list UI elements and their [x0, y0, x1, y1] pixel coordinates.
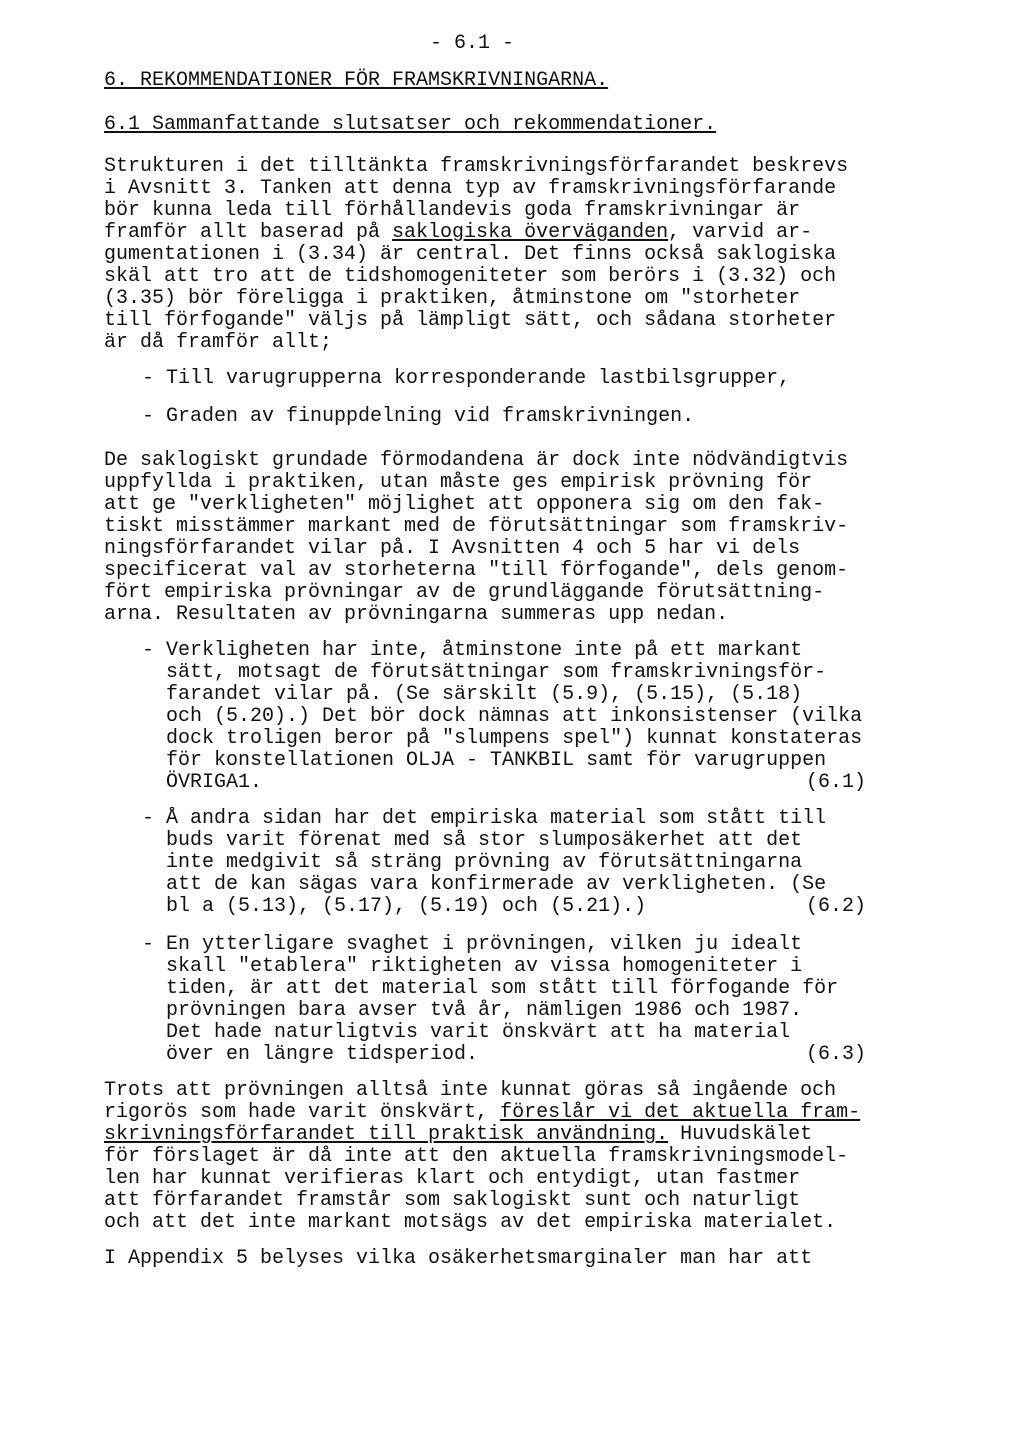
p1-underlined-text: saklogiska överväganden — [392, 221, 669, 244]
p1-line: (3.35) bör föreligga i praktiken, åtminstone om "storheter — [104, 287, 801, 310]
p1-line: i Avsnitt 3. Tanken att denna typ av framskrivningsförfarande — [104, 177, 837, 200]
list-item-line: Det hade naturligtvis varit önskvärt att ha material — [166, 1021, 791, 1044]
list-item-line: för konstellationen OLJA - TANKBIL samt för varugruppen — [166, 749, 827, 772]
p1-line: skäl att tro att de tidshomogeniteter som berörs i (3.32) och — [104, 265, 837, 288]
equation-number: (6.1) — [806, 771, 867, 794]
p1-line — [104, 222, 812, 244]
p1-text: framför allt baserad på — [104, 221, 393, 244]
list-item-line: buds varit förenat med så stor slumposäkerhet att det — [166, 829, 803, 852]
page-number: - 6.1 - — [430, 32, 515, 55]
list-item-line: tiden, är att det material som stått till förfogande för — [166, 977, 839, 1000]
p3-line: och att det inte markant motsägs av det empiriska materialet. — [104, 1211, 837, 1234]
p3-line: att förfarandet framstår som saklogiskt sunt och naturligt — [104, 1189, 801, 1212]
list-item: Graden av finuppdelning vid framskrivningen. — [166, 405, 695, 428]
p2-line: att ge "verkligheten" möjlighet att opponera sig om den fak- — [104, 493, 825, 516]
list-item-line: över en längre tidsperiod. — [166, 1043, 479, 1066]
list-item-line: farandet vilar på. (Se särskilt (5.9), (5.15), (5.18) — [166, 683, 803, 706]
p3-line — [104, 1124, 812, 1146]
list-item-line: Å andra sidan har det empiriska material som stått till — [166, 807, 827, 830]
equation-number: (6.2) — [806, 895, 867, 918]
list-item-line: inte medgivit så sträng prövning av förutsättningarna — [166, 851, 803, 874]
p3-line: Trots att prövningen alltså inte kunnat göras så ingående och — [104, 1079, 837, 1102]
list-item-line: ÖVRIGA1. — [166, 771, 263, 794]
p3-line — [104, 1102, 860, 1124]
list-item-line: dock troligen beror på "slumpens spel") kunnat konstateras — [166, 727, 863, 750]
p3-underlined-text: skrivningsförfarandet till praktisk användning. — [104, 1123, 669, 1146]
bullet-dash: - — [142, 367, 155, 390]
section-heading: 6.1 Sammanfattande slutsatser och rekommendationer. — [104, 113, 717, 136]
p1-line: är då framför allt; — [104, 331, 333, 354]
p2-line: tiskt misstämmer markant med de förutsättningar som framskriv- — [104, 515, 849, 538]
bullet-dash: - — [142, 933, 155, 956]
p3-underlined-text: föreslår vi det aktuella fram- — [500, 1101, 861, 1124]
p3-text: Huvudskälet — [668, 1123, 813, 1146]
p3-text: rigorös som hade varit önskvärt, — [104, 1101, 501, 1124]
p3-line: len har kunnat verifieras klart och entydigt, utan fastmer — [104, 1167, 801, 1190]
list-item: Till varugrupperna korresponderande lastbilsgrupper, — [166, 367, 791, 390]
p1-line: till förfogande" väljs på lämpligt sätt, och sådana storheter — [104, 309, 837, 332]
p1-line: gumentationen i (3.34) är central. Det finns också saklogiska — [104, 243, 837, 266]
list-item-line: skall "etablera" riktigheten av vissa homogeniteter i — [166, 955, 803, 978]
p2-line: uppfyllda i praktiken, utan måste ges empirisk prövning för — [104, 471, 813, 494]
equation-number: (6.3) — [806, 1043, 867, 1066]
list-item-line: bl a (5.13), (5.17), (5.19) och (5.21).) — [166, 895, 647, 918]
list-item-line: och (5.20).) Det bör dock nämnas att inkonsistenser (vilka — [166, 705, 863, 728]
chapter-heading: 6. REKOMMENDATIONER FÖR FRAMSKRIVNINGARNA. — [104, 69, 609, 92]
p2-line: arna. Resultaten av prövningarna summeras upp nedan. — [104, 603, 729, 626]
list-item-line: En ytterligare svaghet i prövningen, vilken ju idealt — [166, 933, 803, 956]
p3-line: för förslaget är då inte att den aktuella framskrivningsmodel- — [104, 1145, 849, 1168]
p2-line: ningsförfarandet vilar på. I Avsnitten 4 och 5 har vi dels — [104, 537, 801, 560]
bullet-dash: - — [142, 639, 155, 662]
p2-line: specificerat val av storheterna "till förfogande", dels genom- — [104, 559, 849, 582]
p2-line: De saklogiskt grundade förmodandena är dock inte nödvändigtvis — [104, 449, 849, 472]
p1-line: Strukturen i det tilltänkta framskrivningsförfarandet beskrevs — [104, 155, 849, 178]
p1-line: bör kunna leda till förhållandevis goda framskrivningar är — [104, 199, 801, 222]
p4-line: I Appendix 5 belyses vilka osäkerhetsmarginaler man har att — [104, 1247, 813, 1270]
p2-line: fört empiriska prövningar av de grundläggande förutsättning- — [104, 581, 825, 604]
bullet-dash: - — [142, 405, 155, 428]
list-item-line: att de kan sägas vara konfirmerade av verkligheten. (Se — [166, 873, 827, 896]
p1-text: , varvid ar- — [668, 221, 813, 244]
bullet-dash: - — [142, 807, 155, 830]
list-item-line: Verkligheten har inte, åtminstone inte på ett markant — [166, 639, 803, 662]
list-item-line: sätt, motsagt de förutsättningar som framskrivningsför- — [166, 661, 827, 684]
list-item-line: prövningen bara avser två år, nämligen 1986 och 1987. — [166, 999, 803, 1022]
